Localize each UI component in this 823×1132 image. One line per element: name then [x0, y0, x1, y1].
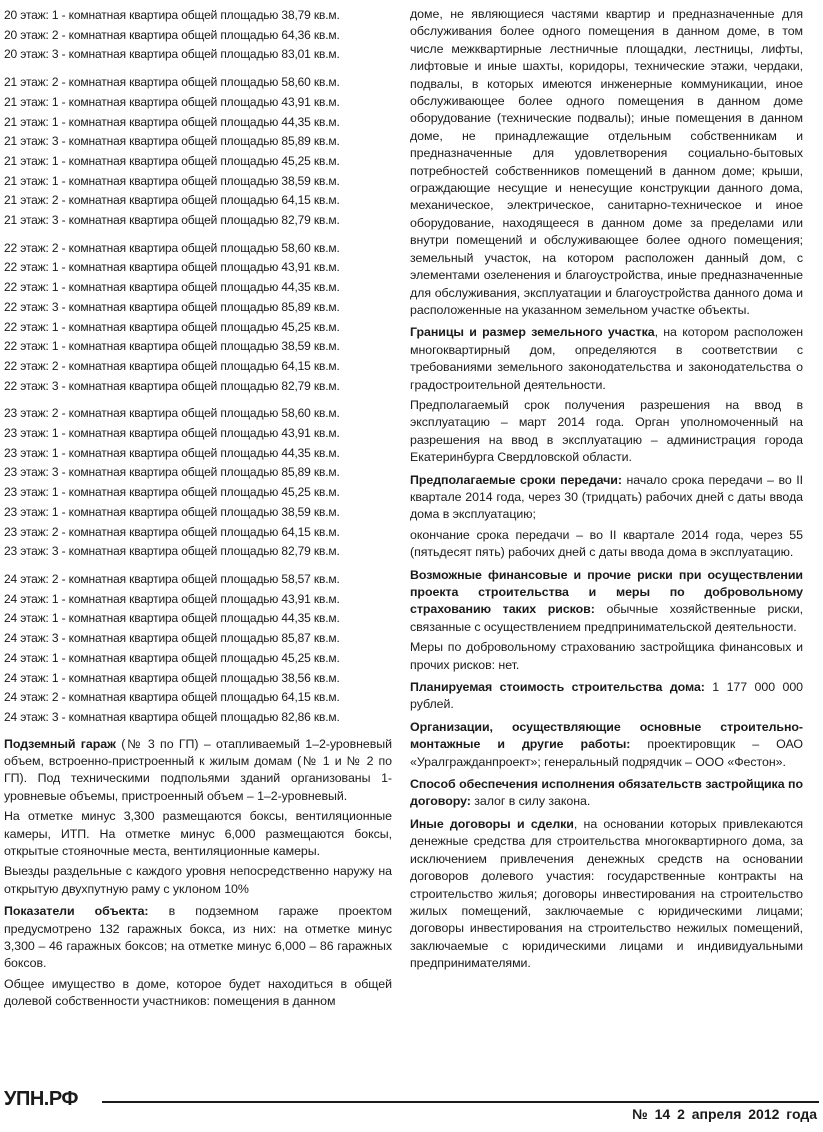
apartment-group — [4, 570, 392, 728]
apartment-line: 22 этаж: 1 - комнатная квартира общей площадью 45,25 кв.м. — [4, 319, 340, 334]
footer-brand: УПН.РФ — [4, 1088, 78, 1110]
apartment-line: 21 этаж: 3 - комнатная квартира общей площадью 85,89 кв.м. — [4, 134, 340, 149]
apartment-line: 22 этаж: 2 - комнатная квартира общей площадью 58,60 кв.м. — [4, 240, 340, 255]
paragraph — [4, 903, 392, 973]
paragraph — [410, 567, 803, 637]
apartment-line: 23 этаж: 1 - комнатная квартира общей площадью 44,35 кв.м. — [4, 445, 340, 460]
apartment-line: 21 этаж: 2 - комнатная квартира общей площадью 64,15 кв.м. — [4, 193, 340, 208]
apartment-line: 23 этаж: 2 - комнатная квартира общей площадью 58,60 кв.м. — [4, 406, 340, 421]
paragraph — [410, 324, 803, 394]
apartment-line: 21 этаж: 1 - комнатная квартира общей площадью 45,25 кв.м. — [4, 153, 340, 168]
paragraph-text: 1 177 000 000 рублей. — [410, 680, 803, 712]
paragraph-text: Выезды раздельные с каждого уровня непосредственно наружу на открытую двухпутную раму с уклоном 10% — [4, 864, 392, 896]
apartment-line: 20 этаж: 2 - комнатная квартира общей площадью 64,36 кв.м. — [4, 27, 340, 42]
apartment-line: 24 этаж: 2 - комнатная квартира общей площадью 58,57 кв.м. — [4, 571, 340, 586]
paragraph-heading: Границы и размер земельного участка — [410, 325, 655, 340]
apartment-line: 22 этаж: 3 - комнатная квартира общей площадью 85,89 кв.м. — [4, 299, 340, 314]
apartment-line: 24 этаж: 3 - комнатная квартира общей площадью 82,86 кв.м. — [4, 709, 340, 724]
apartment-line: 22 этаж: 1 - комнатная квартира общей площадью 43,91 кв.м. — [4, 260, 340, 275]
paragraph — [4, 863, 392, 898]
apartment-line: 24 этаж: 3 - комнатная квартира общей площадью 85,87 кв.м. — [4, 631, 340, 646]
paragraph-text: Общее имущество в доме, которое будет находиться в общей долевой собственности участников: помещения в данном — [4, 976, 392, 1009]
apartment-line: 21 этаж: 3 - комнатная квартира общей площадью 82,79 кв.м. — [4, 213, 340, 228]
paragraph-text: , на основании которых привлекаются денежные средства для строительства многоквартирного дома, за исключением привлечения денежных средств на основании договоров долевого участия: государственные контракты на строительство жилья; договоры инвестирования на строительство жилых помещений, заключаемые с юридическими лицами; договоры инвестирования на строительство нежилых помещений, заключаемые с юридическими лицами и индивидуальными предпринимателями. — [410, 816, 803, 971]
footer-issue-date: № 14 2 апреля 2012 года — [632, 1106, 817, 1122]
paragraph-text: доме, не являющиеся частями квартир и предназначенные для обслуживания более одного помещения в данном доме, в том числе межквартирные лестничные площадки, лестницы, лифты, лифтовые и иные шахты, коридоры, технические этажи, чердаки, подвалы, в которых имеются инженерные коммуникации, иное обслуживающее более одного помещения в данном доме оборудование (технические подвалы); иные помещения в данном доме, не принадлежащие отдельным собственникам и предназначенные для удовлетворения социально-бытовых потребностей собственников помещений в данном доме; крыши, ограждающие несущие и ненесущие конструкции данного дома, механическое, электрическое, санитарно-техническое и иное оборудование, находящееся в данном доме за пределами или внутри помещений и обслуживающее более одного помещения; земельный участок, на котором расположен данный дом, с элементами озеленения и благоустройства, иные предназначенные для обслуживания, эксплуатации и благоустройства данного дома и расположенные на указанном земельном участке объекты. — [410, 7, 803, 317]
apartment-line: 23 этаж: 1 - комнатная квартира общей площадью 45,25 кв.м. — [4, 485, 340, 500]
paragraph-heading: Иные договоры и сделки — [410, 816, 574, 831]
paragraph — [410, 776, 803, 811]
paragraph — [410, 719, 803, 771]
paragraph-text: Меры по добровольному страхованию застройщика финансовых и прочих рисков: нет. — [410, 640, 803, 672]
apartment-line: 20 этаж: 3 - комнатная квартира общей площадью 83,01 кв.м. — [4, 47, 340, 62]
apartment-line: 21 этаж: 2 - комнатная квартира общей площадью 58,60 кв.м. — [4, 75, 340, 90]
apartment-line: 23 этаж: 3 - комнатная квартира общей площадью 85,89 кв.м. — [4, 465, 340, 480]
apartment-line: 24 этаж: 1 - комнатная квартира общей площадью 44,35 кв.м. — [4, 611, 340, 626]
paragraph-heading: Подземный гараж — [4, 736, 116, 751]
apartment-group — [4, 239, 392, 397]
apartment-line: 21 этаж: 1 - комнатная квартира общей площадью 44,35 кв.м. — [4, 114, 340, 129]
apartment-line: 24 этаж: 1 - комнатная квартира общей площадью 43,91 кв.м. — [4, 591, 340, 606]
paragraph — [4, 736, 392, 806]
paragraph-text: На отметке минус 3,300 размещаются боксы, вентиляционные камеры, ИТП. На отметке минус 6,000 размещаются боксы, открытые стояночные места, вентиляционные камеры. — [4, 809, 392, 859]
paragraph — [410, 816, 803, 973]
right-column — [410, 6, 803, 976]
paragraph-text: , на котором расположен многоквартирный дом, определяются в соответствии с требованиями земельного законодательства и законодательства о градостроительной деятельности. — [410, 325, 803, 392]
paragraph-text: начало срока передачи – во II квартале 2014 года, через 30 (тридцать) рабочих дней с даты ввода дома в эксплуатацию; — [410, 472, 804, 522]
apartment-line: 23 этаж: 1 - комнатная квартира общей площадью 38,59 кв.м. — [4, 504, 340, 519]
paragraph-heading: Предполагаемые сроки передачи: — [410, 472, 622, 487]
apartment-line: 24 этаж: 1 - комнатная квартира общей площадью 45,25 кв.м. — [4, 650, 340, 665]
apartment-line: 24 этаж: 1 - комнатная квартира общей площадью 38,56 кв.м. — [4, 670, 340, 685]
apartment-group — [4, 73, 392, 231]
paragraph — [410, 397, 803, 467]
paragraph-text: (№ 3 по ГП) – отапливаемый 1–2-уровневый объем, встроенно-пристроенный к жилым домам (№ 1 и № 2 по ГП). Под техническими подпольями зданий организованы 1-уровневые объемы, пристроенный объем – 1–2-уровневый. — [4, 736, 392, 803]
paragraph-text: обычные хозяйственные риски, связанные с осуществлением предпринимательской деятельности. — [410, 602, 803, 634]
paragraph-text: залог в силу закона. — [470, 794, 591, 809]
apartment-line: 23 этаж: 3 - комнатная квартира общей площадью 82,79 кв.м. — [4, 544, 340, 559]
paragraph — [410, 472, 803, 524]
paragraph-text: в подземном гараже проектом предусмотрено 132 гаражных бокса, из них: на отметке минус 3,300 – 46 гаражных боксов; на отметке минус 6,000 – 86 гаражных боксов. — [4, 904, 392, 971]
apartment-line: 22 этаж: 1 - комнатная квартира общей площадью 38,59 кв.м. — [4, 339, 340, 354]
footer-rule — [102, 1101, 819, 1103]
paragraph-heading: Способ обеспечения исполнения обязательств застройщика по договору: — [410, 777, 803, 809]
paragraph-text: окончание срока передачи – во II квартале 2014 года, через 55 (пятьдесят пять) рабочих дней с даты ввода дома в эксплуатацию. — [410, 527, 803, 560]
paragraph-heading: Планируемая стоимость строительства дома: — [410, 680, 705, 695]
apartment-group — [4, 404, 392, 562]
apartment-line: 22 этаж: 3 - комнатная квартира общей площадью 82,79 кв.м. — [4, 378, 340, 393]
apartment-group — [4, 6, 392, 65]
paragraph-heading: Показатели объекта: — [4, 904, 149, 919]
apartment-line: 23 этаж: 1 - комнатная квартира общей площадью 43,91 кв.м. — [4, 426, 340, 441]
paragraph-heading: Возможные финансовые и прочие риски при осуществлении проекта строительства и меры по добровольному страхованию таких рисков: — [410, 567, 803, 617]
apartment-line: 23 этаж: 2 - комнатная квартира общей площадью 64,15 кв.м. — [4, 524, 340, 539]
paragraph — [410, 679, 803, 714]
apartment-line: 24 этаж: 2 - комнатная квартира общей площадью 64,15 кв.м. — [4, 690, 340, 705]
paragraph-text: проектировщик – ОАО «Уралгражданпроект»; генеральный подрядчик – ООО «Фестон». — [410, 737, 803, 769]
apartment-line: 20 этаж: 1 - комнатная квартира общей площадью 38,79 кв.м. — [4, 8, 340, 22]
paragraph — [410, 527, 803, 562]
apartment-line: 21 этаж: 1 - комнатная квартира общей площадью 38,59 кв.м. — [4, 173, 340, 188]
paragraph-heading: Организации, осуществляющие основные строительно-монтажные и другие работы: — [410, 719, 803, 752]
paragraph — [410, 639, 803, 674]
paragraph — [4, 808, 392, 860]
apartment-line: 21 этаж: 1 - комнатная квартира общей площадью 43,91 кв.м. — [4, 94, 340, 109]
apartment-line: 22 этаж: 1 - комнатная квартира общей площадью 44,35 кв.м. — [4, 280, 340, 295]
left-column — [4, 6, 392, 1014]
apartment-line: 22 этаж: 2 - комнатная квартира общей площадью 64,15 кв.м. — [4, 358, 340, 373]
paragraph — [4, 976, 392, 1011]
paragraph-text: Предполагаемый срок получения разрешения на ввод в эксплуатацию – март 2014 года. Орган уполномоченный на разрешения на ввод в эксплуатацию – администрация города Екатеринбурга Свердловской области. — [410, 397, 803, 465]
paragraph — [410, 6, 803, 319]
